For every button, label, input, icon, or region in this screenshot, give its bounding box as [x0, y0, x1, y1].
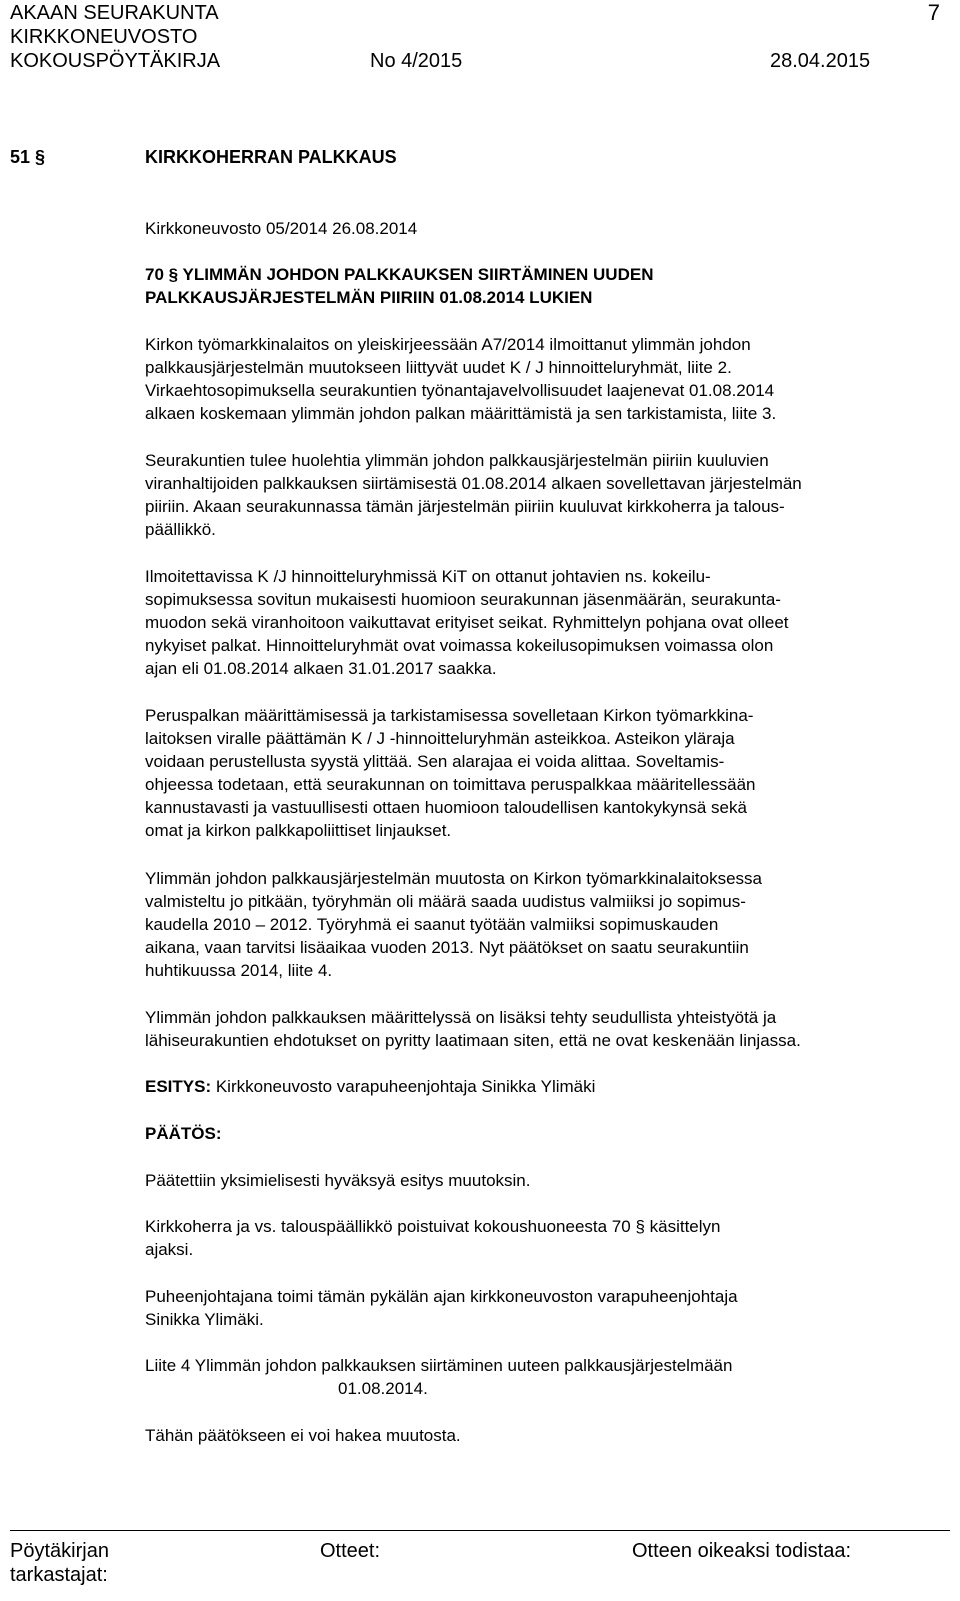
subheading-line-2: PALKKAUSJÄRJESTELMÄN PIIRIIN 01.08.2014 LUKIEN [145, 288, 593, 307]
paragraph-6-line: lähiseurakuntien ehdotukset on pyritty laatimaan siten, että ne ovat keskenään linjassa. [145, 1031, 801, 1050]
decision-line: Sinikka Ylimäki. [145, 1310, 264, 1329]
footer-reviewers-label-line-1: Pöytäkirjan [10, 1540, 109, 1562]
footer-extracts-label: Otteet: [320, 1540, 381, 1562]
paragraph-2-line: viranhaltijoiden palkkauksen siirtämisestä 01.08.2014 alkaen sovellettavan järjestelmän [145, 474, 802, 493]
attachment-line-2: 01.08.2014. [338, 1379, 428, 1398]
paragraph-4-line: voidaan perustellusta syystä ylittää. Sen alarajaa ei voida alittaa. Soveltamis- [145, 752, 725, 771]
header-doc-type: KOKOUSPÖYTÄKIRJA [10, 50, 221, 72]
paragraph-3-line: nykyiset palkat. Hinnoitteluryhmät ovat voimassa kokeilusopimuksen voimassa olon [145, 636, 774, 655]
decision-line: ajaksi. [145, 1240, 194, 1259]
paragraph-3-line: muodon sekä viranhoitoon vaikuttavat erityiset seikat. Ryhmittelyn pohjana ovat olleet [145, 613, 789, 632]
paragraph-4-line: omat ja kirkon palkkapoliittiset linjaukset. [145, 821, 452, 840]
decision-label: PÄÄTÖS: [145, 1124, 222, 1143]
paragraph-5-line: aikana, vaan tarvitsi lisäaikaa vuoden 2013. Nyt päätökset on saatu seurakuntiin [145, 938, 749, 957]
subheading-line-1: 70 § YLIMMÄN JOHDON PALKKAUKSEN SIIRTÄMINEN UUDEN [145, 265, 654, 284]
header-body: KIRKKONEUVOSTO [10, 26, 198, 48]
paragraph-1-line: Virkaehtosopimuksella seurakuntien työnantajavelvollisuudet laajenevat 01.08.2014 [145, 381, 775, 400]
paragraph-2-line: Seurakuntien tulee huolehtia ylimmän johdon palkkausjärjestelmän piiriin kuuluvien [145, 451, 769, 470]
page-number: 7 [927, 0, 940, 25]
header-organization: AKAAN SEURAKUNTA [10, 2, 219, 24]
paragraph-4-line: Peruspalkan määrittämisessä ja tarkistamisessa sovelletaan Kirkon työmarkkina- [145, 706, 754, 725]
paragraph-5-line: kaudella 2010 – 2012. Työryhmä ei saanut työtään valmiiksi sopimuskauden [145, 915, 719, 934]
paragraph-5-line: valmisteltu jo pitkään, työryhmän oli määrä saada uudistus valmiiksi jo sopimus- [145, 892, 746, 911]
section-title: KIRKKOHERRAN PALKKAUS [145, 147, 397, 167]
footer-reviewers-label-line-2: tarkastajat: [10, 1564, 108, 1586]
footer-certification-label: Otteen oikeaksi todistaa: [632, 1540, 852, 1562]
paragraph-6-line: Ylimmän johdon palkkauksen määrittelyssä on lisäksi tehty seudullista yhteistyötä ja [145, 1008, 777, 1027]
paragraph-1-line: Kirkon työmarkkinalaitos on yleiskirjeessään A7/2014 ilmoittanut ylimmän johdon [145, 335, 751, 354]
section-number: 51 § [10, 147, 46, 167]
reference-line: Kirkkoneuvosto 05/2014 26.08.2014 [145, 219, 418, 238]
paragraph-1-line: alkaen koskemaan ylimmän johdon palkan määrittämistä ja sen tarkistamista, liite 3. [145, 404, 777, 423]
decision-line: Kirkkoherra ja vs. talouspäällikkö poistuivat kokoushuoneesta 70 § käsittelyn [145, 1217, 721, 1236]
paragraph-4-line: kannustavasti ja vastuullisesti ottaen huomioon taloudellisen kantokykynsä sekä [145, 798, 747, 817]
decision-line: Puheenjohtajana toimi tämän pykälän ajan kirkkoneuvoston varapuheenjohtaja [145, 1287, 738, 1306]
paragraph-4-line: ohjeessa todetaan, että seurakunnan on toimittava peruspalkkaa määritellessään [145, 775, 756, 794]
proposal-line [145, 1076, 595, 1098]
paragraph-4-line: laitoksen viralle päättämän K / J -hinnoitteluryhmän asteikkoa. Asteikon yläraja [145, 729, 735, 748]
appeal-note: Tähän päätökseen ei voi hakea muutosta. [145, 1426, 461, 1445]
paragraph-1-line: palkkausjärjestelmän muutokseen liittyvät uudet K / J hinnoitteluryhmät, liite 2. [145, 358, 732, 377]
paragraph-3-line: sopimuksessa sovitun mukaisesti huomioon seurakunnan jäsenmäärän, seurakunta- [145, 590, 781, 609]
paragraph-3-line: Ilmoitettavissa K /J hinnoitteluryhmissä KiT on ottanut johtavien ns. kokeilu- [145, 567, 711, 586]
footer-divider [10, 1530, 950, 1531]
paragraph-2-line: päällikkö. [145, 520, 216, 539]
paragraph-2-line: piiriin. Akaan seurakunnassa tämän järjestelmän piiriin kuuluvat kirkkoherra ja talous- [145, 497, 785, 516]
proposal-text: Kirkkoneuvosto varapuheenjohtaja Sinikka Ylimäki [211, 1077, 596, 1096]
attachment-line-1: Liite 4 Ylimmän johdon palkkauksen siirtäminen uuteen palkkausjärjestelmään [145, 1356, 733, 1375]
paragraph-5-line: huhtikuussa 2014, liite 4. [145, 961, 333, 980]
decision-line: Päätettiin yksimielisesti hyväksyä esitys muutoksin. [145, 1171, 531, 1190]
paragraph-5-line: Ylimmän johdon palkkausjärjestelmän muutosta on Kirkon työmarkkinalaitoksessa [145, 869, 763, 888]
proposal-label: ESITYS: [145, 1077, 212, 1096]
header-doc-number: No 4/2015 [370, 50, 463, 72]
header-date: 28.04.2015 [770, 50, 871, 72]
paragraph-3-line: ajan eli 01.08.2014 alkaen 31.01.2017 saakka. [145, 659, 497, 678]
